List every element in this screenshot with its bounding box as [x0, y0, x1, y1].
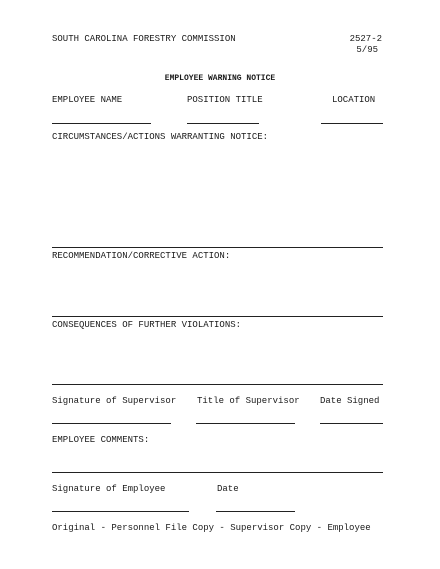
consequences-label: CONSEQUENCES OF FURTHER VIOLATIONS: — [52, 320, 242, 330]
position-title-field[interactable] — [187, 123, 259, 124]
form-date: 5/95 — [356, 45, 378, 55]
employee-comments-field[interactable] — [52, 472, 383, 473]
recommendation-field[interactable] — [52, 316, 383, 317]
consequences-field[interactable] — [52, 384, 383, 385]
distribution-note: Original - Personnel File Copy - Supervisor Copy - Employee — [52, 523, 371, 533]
recommendation-label: RECOMMENDATION/CORRECTIVE ACTION: — [52, 251, 231, 261]
title-supervisor-label: Title of Supervisor — [197, 396, 300, 406]
form-number: 2527-2 — [349, 34, 382, 44]
form-title: EMPLOYEE WARNING NOTICE — [164, 74, 276, 83]
date-label: Date — [217, 484, 239, 494]
agency-name: SOUTH CAROLINA FORESTRY COMMISSION — [52, 34, 236, 44]
location-field[interactable] — [321, 123, 383, 124]
employee-comments-label: EMPLOYEE COMMENTS: — [52, 435, 150, 445]
signature-employee-field[interactable] — [52, 511, 189, 512]
signature-supervisor-label: Signature of Supervisor — [52, 396, 177, 406]
title-supervisor-field[interactable] — [196, 423, 295, 424]
employee-name-label: EMPLOYEE NAME — [52, 95, 123, 105]
circumstances-field[interactable] — [52, 247, 383, 248]
position-title-label: POSITION TITLE — [187, 95, 263, 105]
employee-name-field[interactable] — [52, 123, 151, 124]
date-field[interactable] — [216, 511, 295, 512]
location-label: LOCATION — [332, 95, 376, 105]
signature-supervisor-field[interactable] — [52, 423, 171, 424]
date-signed-label: Date Signed — [320, 396, 380, 406]
circumstances-label: CIRCUMSTANCES/ACTIONS WARRANTING NOTICE: — [52, 132, 269, 142]
signature-employee-label: Signature of Employee — [52, 484, 166, 494]
date-signed-field[interactable] — [320, 423, 383, 424]
